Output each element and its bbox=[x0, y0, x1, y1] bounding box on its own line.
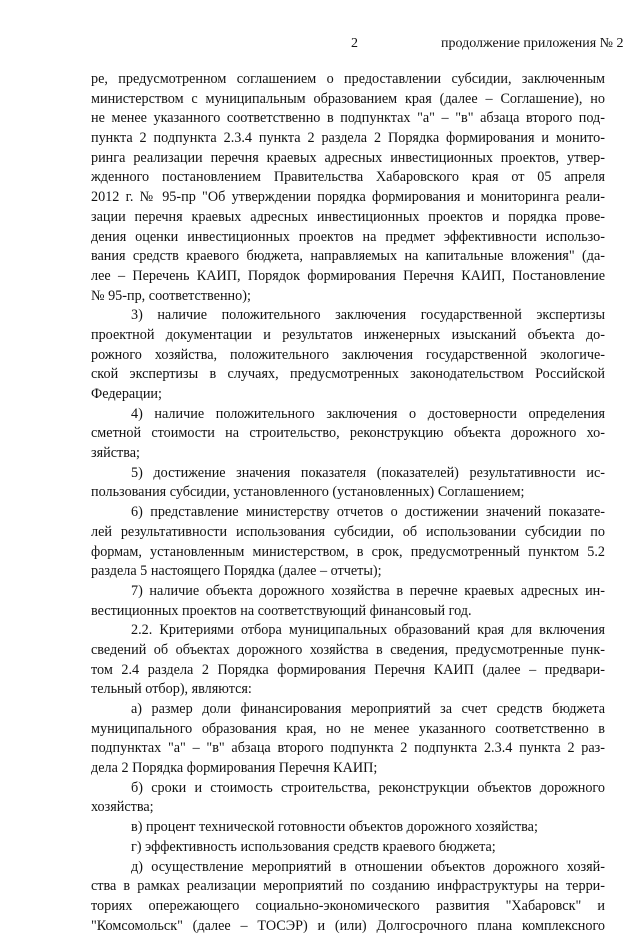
text-line: зации перечня краевых адресных инвестиционных проектов и порядка прове- bbox=[91, 208, 605, 225]
text-line: б) сроки и стоимость строительства, реконструкции объектов дорожного bbox=[131, 779, 605, 796]
text-line: формам, установленным министерством, в срок, предусмотренный пунктом 5.2 bbox=[91, 543, 605, 560]
text-line: том 2.4 раздела 2 Порядка формирования Перечня КАИП (далее – предвари- bbox=[91, 661, 605, 678]
text-line: ре, предусмотренном соглашением о предоставлении субсидии, заключенным bbox=[91, 71, 605, 87]
text-line: тельный отбор), являются: bbox=[91, 681, 252, 698]
text-line: лей результативности использования субсидии, об использовании субсидии по bbox=[91, 523, 605, 540]
text-line: 5) достижение значения показателя (показателей) результативности ис- bbox=[131, 464, 605, 481]
text-line: муниципального образования края, но не менее указанного соответственно в bbox=[91, 720, 605, 737]
text-line: вания средств краевого бюджета, направляемых на капитальные вложения" (да- bbox=[91, 248, 605, 265]
text-line: "Комсомольск" (далее – ТОСЭР) и (или) Долгосрочного плана комплексного bbox=[91, 917, 605, 934]
text-line: ринга реализации перечня краевых адресных инвестиционных проектов, утвер- bbox=[91, 149, 605, 166]
text-line: № 95-пр, соответственно); bbox=[91, 287, 251, 304]
text-line: 3) наличие положительного заключения государственной экспертизы bbox=[131, 307, 605, 324]
text-line: пользования субсидии, установленного (установленных) Соглашением; bbox=[91, 484, 525, 501]
text-line: сметной стоимости на строительство, реконструкцию объекта дорожного хо- bbox=[91, 425, 605, 442]
text-line: г) эффективность использования средств краевого бюджета; bbox=[131, 838, 496, 855]
text-line: подпунктах "а" – "в" абзаца второго подпункта 2 подпункта 2.3.4 пункта 2 раз- bbox=[91, 740, 605, 757]
text-line: Федерации; bbox=[91, 386, 162, 402]
text-line: 6) представление министерству отчетов о достижении значений показате- bbox=[131, 504, 605, 521]
text-line: зяйства; bbox=[91, 445, 140, 462]
text-line: раздела 5 настоящего Порядка (далее – отчеты); bbox=[91, 563, 382, 580]
text-line: в) процент технической готовности объектов дорожного хозяйства; bbox=[131, 819, 538, 836]
text-line: 7) наличие объекта дорожного хозяйства в перечне краевых адресных ин- bbox=[131, 582, 605, 599]
text-line: министерством с муниципальным образованием края (далее – Соглашение), но bbox=[91, 90, 605, 107]
text-line: ства в рамках реализации мероприятий по созданию инфраструктуры на терри- bbox=[91, 878, 605, 895]
text-line: рожного хозяйства, положительного заключения государственной экологиче- bbox=[91, 346, 605, 363]
text-line: а) размер доли финансирования мероприятий за счет средств бюджета bbox=[131, 701, 605, 717]
text-line: 2.2. Критериями отбора муниципальных образований края для включения bbox=[131, 622, 605, 639]
text-line: дения оценки инвестиционных проектов на предмет эффективности использо- bbox=[91, 228, 605, 245]
appendix-continuation-note: продолжение приложения № 2 bbox=[441, 36, 624, 51]
text-line: сведений об объектах дорожного хозяйства в сведения, предусмотренные пунк- bbox=[91, 641, 605, 658]
text-line: жденного постановлением Правительства Хабаровского края от 05 апреля bbox=[91, 169, 605, 186]
text-line: дела 2 Порядка формирования Перечня КАИП; bbox=[91, 760, 378, 777]
text-line: 2012 г. № 95-пр "Об утверждении порядка формирования и мониторинга реали- bbox=[91, 189, 605, 206]
text-line: ской экспертизы в случаях, предусмотренных законодательством Российской bbox=[91, 366, 605, 383]
text-line: ториях опережающего социально-экономического развития "Хабаровск" и bbox=[91, 897, 605, 914]
text-line: д) осуществление мероприятий в отношении объектов дорожного хозяй- bbox=[131, 858, 605, 875]
text-line: лее – Перечень КАИП, Порядок формирования Перечня КАИП, Постановление bbox=[91, 267, 605, 284]
document-body bbox=[91, 70, 605, 936]
text-line: вестиционных проектов на соответствующий финансовый год. bbox=[91, 602, 472, 619]
text-line: хозяйства; bbox=[91, 799, 154, 816]
text-line: пункта 2 подпункта 2.3.4 пункта 2 раздела 2 Порядка формирования и монито- bbox=[91, 130, 605, 147]
page-number: 2 bbox=[351, 36, 358, 51]
text-line: 4) наличие положительного заключения о достоверности определения bbox=[131, 405, 605, 422]
text-line: проектной документации и результатов инженерных изысканий объекта до- bbox=[91, 326, 605, 343]
text-line: не менее указанного соответственно в подпунктах "а" – "в" абзаца второго под- bbox=[91, 110, 605, 127]
